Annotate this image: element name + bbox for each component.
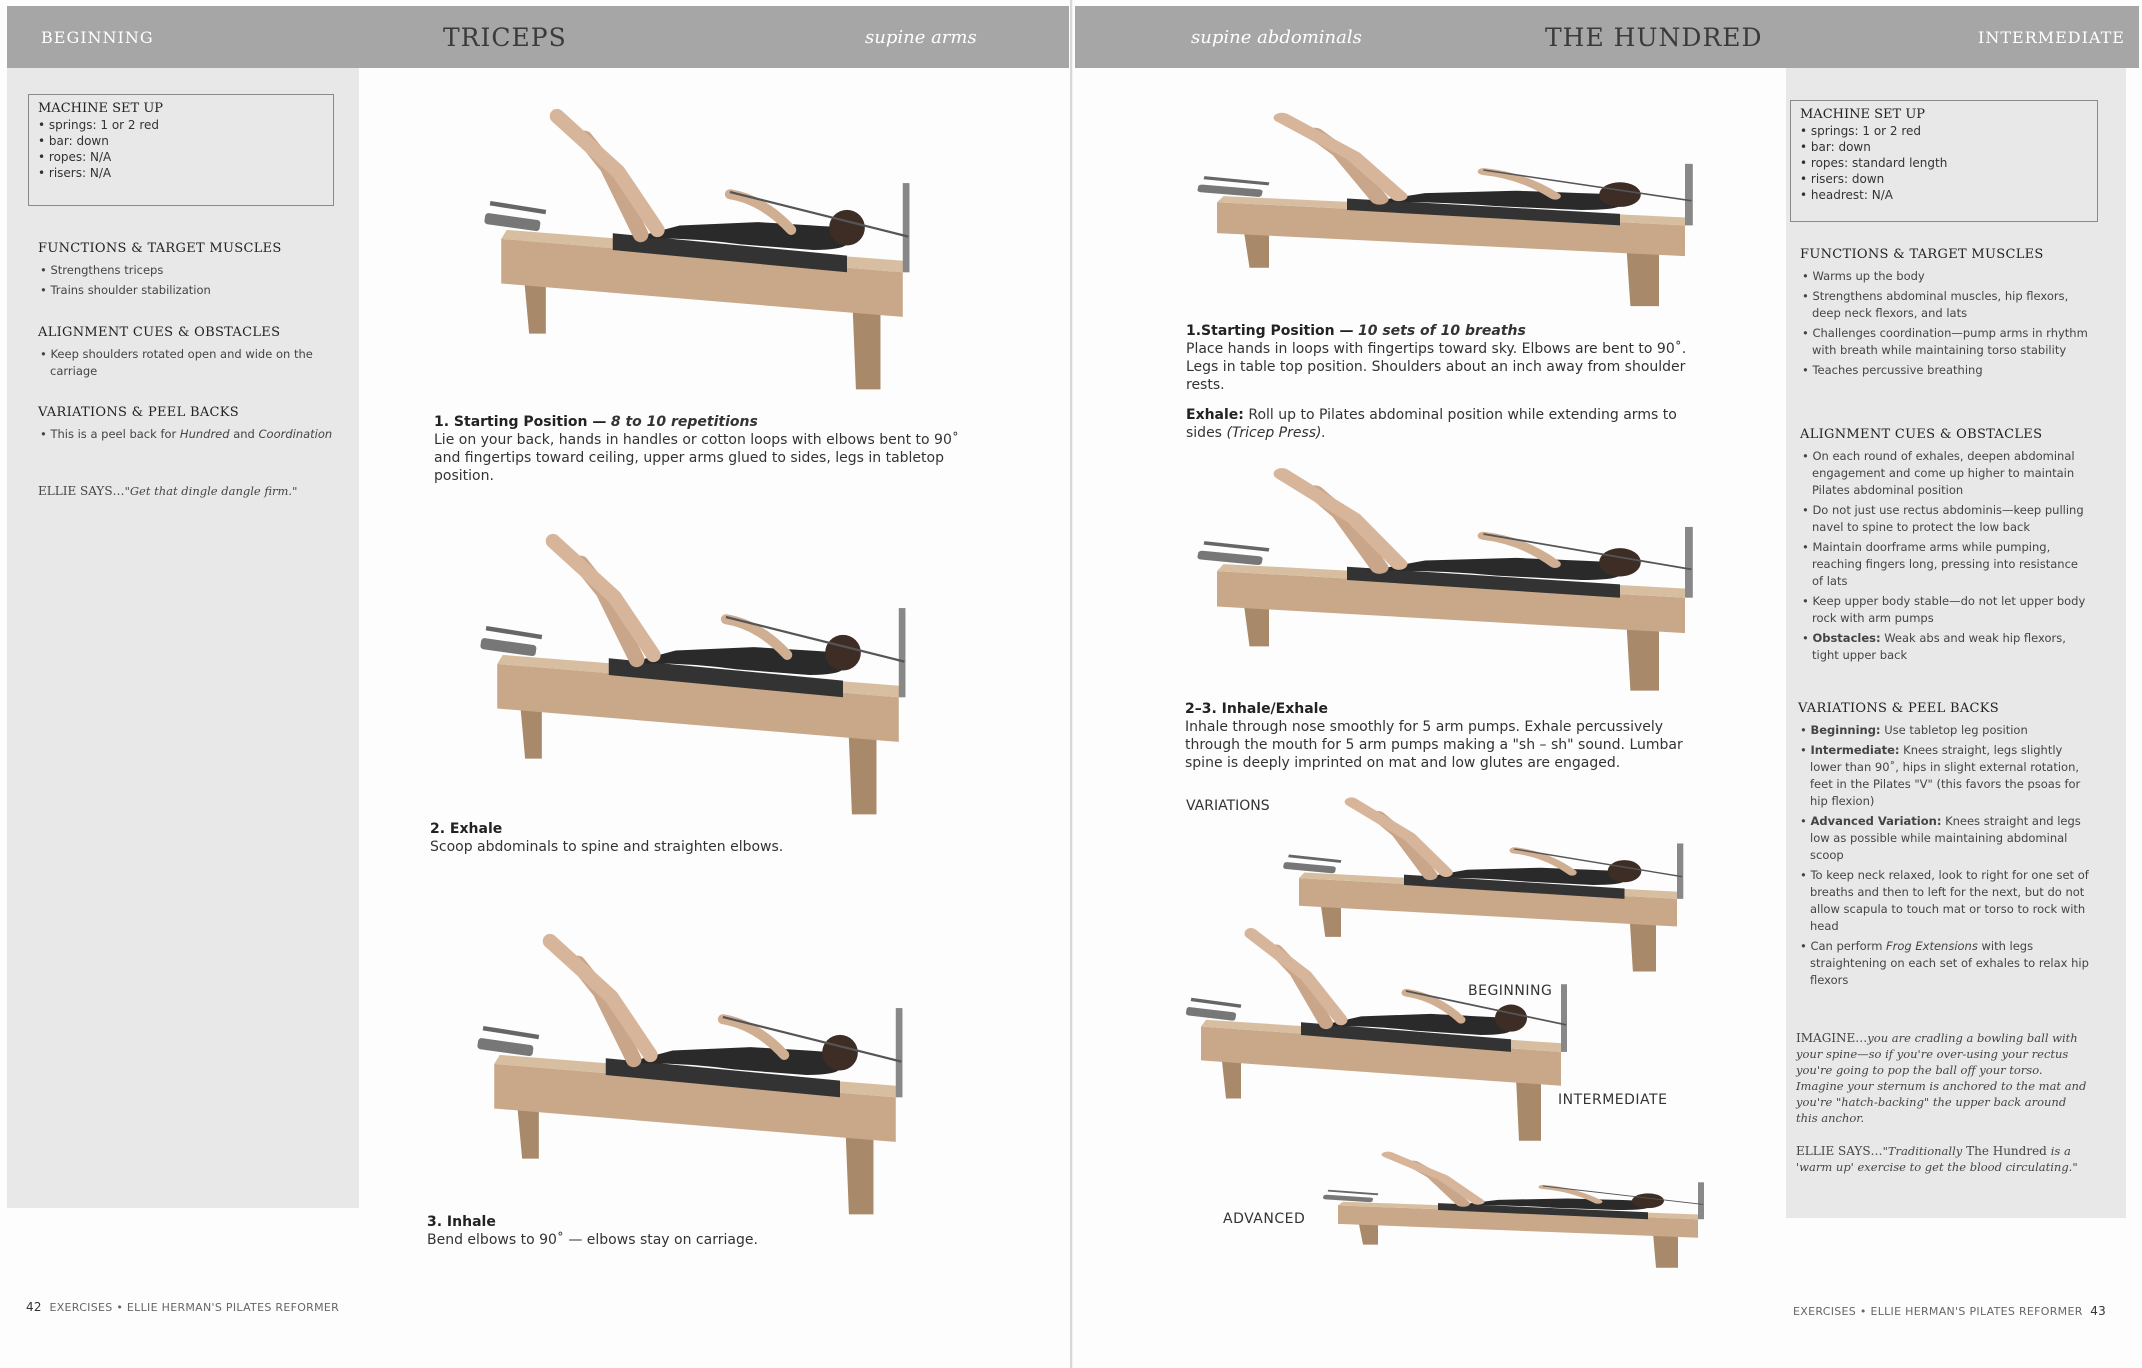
right-machine-setup: MACHINE SET UP • springs: 1 or 2 red • bar: down • ropes: standard length • risers: down • headrest: N/A — [1790, 100, 2098, 222]
list-item: • Warms up the body — [1800, 268, 2090, 285]
right-alignment: ALIGNMENT CUES & OBSTACLES • On each round of exhales, deepen abdominal engagement and come up higher to maintain Pilates abdominal position • Do not just use rectus abdominis—keep pulling navel to spine to protect the low back • Maintain doorframe arms while pumping, reaching fingers long, pressing into resistance of lats • Keep upper body stable—do not let upper body rock with arm pumps • Obstacles: Weak abs and weak hip flexors, tight upper back — [1800, 426, 2090, 667]
triceps-step-3: 3. Inhale Bend elbows to 90˚ — elbows stay on carriage. — [427, 1214, 758, 1248]
right-page — [1073, 0, 2142, 1368]
triceps-step-1: 1. Starting Position — 8 to 10 repetitions Lie on your back, hands in handles or cotton loops with elbows bent to 90˚ and fingertips toward ceiling, upper arms glued to sides, legs in tabletop position. — [434, 414, 959, 484]
list-item: • Can perform Frog Extensions with legs straightening on each set of exhales to relax hip flexors — [1798, 938, 2090, 989]
right-header-band — [1075, 6, 2139, 68]
hundred-step-1: 1.Starting Position — 10 sets of 10 breaths Place hands in loops with fingertips toward sky. Elbows are bent to 90˚. Legs in table top position. Shoulders about an inch away from shoulder rests. — [1186, 323, 1687, 393]
setup-item: • risers: down — [1800, 172, 1885, 186]
left-alignment: ALIGNMENT CUES & OBSTACLES • Keep shoulders rotated open and wide on the carriage — [38, 324, 338, 383]
list-item: • Do not just use rectus abdominis—keep pulling navel to spine to protect the low back — [1800, 502, 2090, 536]
list-item: • This is a peel back for Hundred and Coordination — [38, 426, 338, 443]
variation-label-beginning: BEGINNING — [1468, 983, 1553, 999]
triceps-photo-2 — [428, 530, 968, 820]
right-page-title: THE HUNDRED — [1545, 22, 1763, 52]
right-imagine: IMAGINE…you are cradling a bowling ball with your spine—so if you're over-using your rectus you're going to pop the ball off your torso. Imagine your sternum is anchored to the mat and you're "hatch-backing" the upper back around this anchor. — [1796, 1031, 2087, 1125]
list-item: • Beginning: Use tabletop leg position — [1798, 722, 2090, 739]
right-ellie-says: ELLIE SAYS…"Traditionally The Hundred is a 'warm up' exercise to get the blood circulating." — [1796, 1144, 2078, 1174]
left-page-title: TRICEPS — [443, 22, 567, 52]
setup-item: • risers: N/A — [38, 166, 112, 180]
hundred-photo-intermediate — [1181, 925, 1581, 1145]
setup-item: • springs: 1 or 2 red — [38, 118, 160, 132]
setup-item: • ropes: standard length — [1800, 156, 1948, 170]
list-item: • To keep neck relaxed, look to right for one set of breaths and then to left for the next, but do not allow scapula to touch mat or torso to rock with head — [1798, 867, 2090, 935]
variations-heading: VARIATIONS — [1186, 798, 1270, 814]
left-level-label: BEGINNING — [41, 27, 154, 47]
list-item: • Keep shoulders rotated open and wide on the carriage — [38, 346, 338, 380]
list-item: • Strengthens abdominal muscles, hip flexors, deep neck flexors, and lats — [1800, 288, 2090, 322]
hundred-photo-inhale-exhale — [1191, 465, 1711, 695]
list-item: • Challenges coordination—pump arms in rhythm with breath while maintaining torso stability — [1800, 325, 2090, 359]
list-item: • Obstacles: Weak abs and weak hip flexors, tight upper back — [1800, 630, 2090, 664]
variation-label-advanced: ADVANCED — [1223, 1211, 1306, 1227]
left-setup-heading: MACHINE SET UP — [38, 101, 164, 116]
triceps-photo-1 — [432, 105, 972, 395]
right-category: supine abdominals — [1191, 26, 1362, 48]
left-sidebar — [7, 68, 359, 1208]
hundred-exhale: Exhale: Roll up to Pilates abdominal position while extending arms to sides (Tricep Press). — [1186, 407, 1677, 441]
list-item: • On each round of exhales, deepen abdominal engagement and come up higher to maintain Pilates abdominal position — [1800, 448, 2090, 499]
left-functions: FUNCTIONS & TARGET MUSCLES • Strengthens triceps • Trains shoulder stabilization — [38, 240, 338, 302]
setup-item: • ropes: N/A — [38, 150, 112, 164]
triceps-step-2: 2. Exhale Scoop abdominals to spine and straighten elbows. — [430, 821, 784, 855]
left-footer: 42 EXERCISES • ELLIE HERMAN'S PILATES REFORMER — [26, 1300, 340, 1314]
hundred-photo-start — [1191, 110, 1711, 310]
left-category: supine arms — [865, 26, 977, 48]
setup-item: • bar: down — [38, 134, 109, 148]
left-machine-setup — [28, 94, 334, 206]
hundred-step-2-3: 2–3. Inhale/Exhale Inhale through nose smoothly for 5 arm pumps. Exhale percussively through the mouth for 5 arm pumps making a "sh – sh" sound. Lumbar spine is deeply imprinted on mat and low glutes are engaged. — [1185, 701, 1683, 771]
list-item: • Keep upper body stable—do not let upper body rock with arm pumps — [1800, 593, 2090, 627]
setup-item: • springs: 1 or 2 red — [1800, 124, 1922, 138]
left-ellie-says: ELLIE SAYS…"Get that dingle dangle firm." — [38, 484, 298, 498]
list-item: • Advanced Variation: Knees straight and legs low as possible while maintaining abdominal scoop — [1798, 813, 2090, 864]
left-variations: VARIATIONS & PEEL BACKS • This is a peel back for Hundred and Coordination — [38, 404, 338, 446]
right-sidebar — [1786, 68, 2126, 1218]
right-variations: VARIATIONS & PEEL BACKS • Beginning: Use tabletop leg position • Intermediate: Knees straight, legs slightly lower than 90˚, hips in slight external rotation, feet in the Pilates "V" (this favors the psoas for hip flexion) • Advanced Variation: Knees straight and legs low as possible while maintaining abdominal scoop • To keep neck relaxed, look to right for one set of breaths and then to left for the next, but do not allow scapula to touch mat or torso to rock with head • Can perform Frog Extensions with legs straightening on each set of exhales to relax hip flexors — [1798, 700, 2090, 992]
list-item: • Teaches percussive breathing — [1800, 362, 2090, 379]
right-functions: FUNCTIONS & TARGET MUSCLES • Warms up the body • Strengthens abdominal muscles, hip flexors, deep neck flexors, and lats • Challenges coordination—pump arms in rhythm with breath while maintaining torso stability • Teaches percussive breathing — [1800, 246, 2090, 382]
left-header-band — [7, 6, 1069, 68]
variation-label-intermediate: INTERMEDIATE — [1558, 1092, 1668, 1108]
right-level-label: INTERMEDIATE — [1978, 27, 2125, 47]
setup-item: • headrest: N/A — [1800, 188, 1893, 202]
list-item: • Intermediate: Knees straight, legs slightly lower than 90˚, hips in slight external rotation, feet in the Pilates "V" (this favors the psoas for hip flexion) — [1798, 742, 2090, 810]
hundred-photo-advanced — [1318, 1150, 1718, 1270]
right-footer: EXERCISES • ELLIE HERMAN'S PILATES REFORMER 43 — [1793, 1304, 2107, 1318]
list-item: • Maintain doorframe arms while pumping, reaching fingers long, pressing into resistance of lats — [1800, 539, 2090, 590]
list-item: • Trains shoulder stabilization — [38, 282, 338, 299]
list-item: • Strengthens triceps — [38, 262, 338, 279]
setup-item: • bar: down — [1800, 140, 1871, 154]
triceps-photo-3 — [425, 930, 965, 1220]
